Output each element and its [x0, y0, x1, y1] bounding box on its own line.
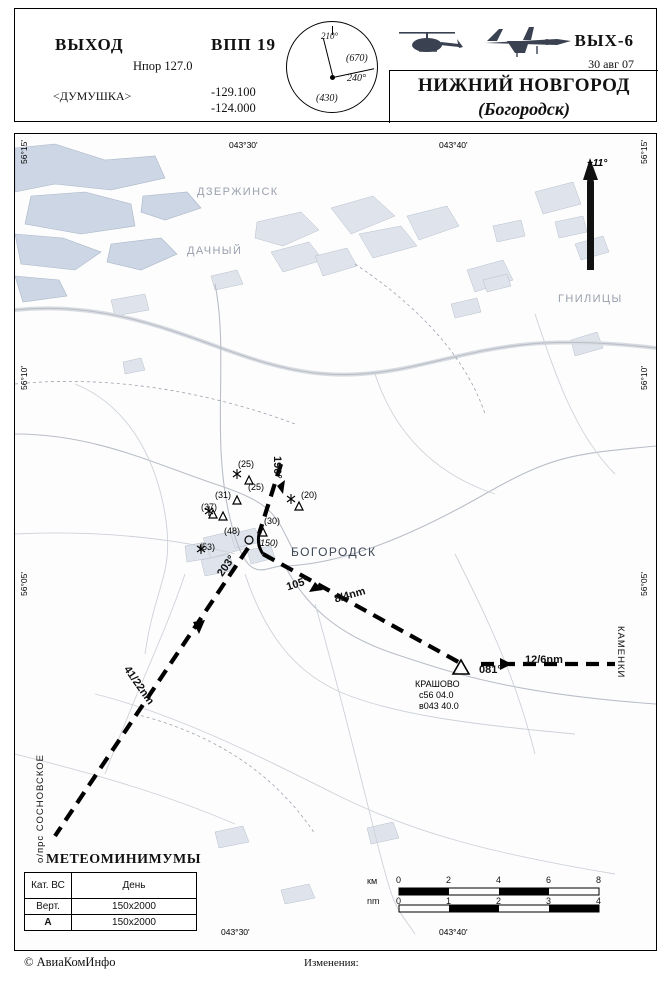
grid-label-right-3: 56°05': [639, 572, 649, 596]
obstacle-label-5: (20): [301, 490, 318, 500]
fix-name-krashovo: КРАШОВО: [415, 679, 460, 689]
minimums-day-vert: 150x2000: [72, 899, 197, 915]
minimums-header-day: День: [72, 873, 197, 899]
grid-label-top-2: 043°40': [439, 140, 468, 150]
scale-km-tick-1: 2: [446, 875, 452, 885]
circle-alt-lower: (430): [316, 93, 338, 104]
town-label-bogorodsk: БОГОРОДСК: [291, 545, 377, 559]
city-name: НИЖНИЙ НОВГОРОД: [418, 75, 630, 96]
scale-nm-tick-3: 3: [546, 896, 552, 906]
circle-bearing-right: 240°: [347, 73, 366, 84]
bearing-203: 203°: [215, 553, 238, 579]
fix-coord-lat: с56 04.0: [419, 690, 454, 700]
fix-coord-lon: в043 40.0: [419, 701, 459, 711]
grid-label-left-2: 56°10': [19, 366, 29, 390]
scale-km-tick-0: 0: [396, 875, 402, 885]
magnetic-variation-label: +11°: [587, 158, 608, 169]
changes-label: Изменения:: [304, 957, 359, 969]
obstacle-label-2: (25): [248, 482, 265, 492]
grid-label-right-1: 56°15': [639, 140, 649, 164]
waypoint-label: <ДУМУШКА>: [53, 89, 132, 103]
minimums-header-cat: [25, 873, 72, 899]
obstacle-label-4: (37): [201, 502, 218, 512]
minimums-cat-a: A: [25, 915, 72, 931]
scale-km-tick-3: 6: [546, 875, 552, 885]
minimums-title: МЕТЕОМИНИМУМЫ: [46, 852, 201, 867]
frequency-1: -129.100: [211, 85, 256, 99]
distance-41-22nm: 41/22nm: [121, 664, 157, 707]
obstacle-label-9: (53): [199, 542, 216, 552]
obstacle-label-7: (48): [224, 526, 241, 536]
map-area[interactable]: [14, 133, 657, 951]
chart-date: 30 авг 07: [588, 57, 634, 71]
obstacle-label-8: (150): [257, 538, 279, 548]
grid-label-bottom-1: 043°30': [221, 927, 250, 937]
town-label-dzerzhinsk: ДЗЕРЖИНСК: [197, 186, 279, 198]
scale-nm-tick-4: 4: [596, 896, 602, 906]
town-label-dachny: ДАЧНЫЙ: [187, 245, 243, 257]
grid-label-left-1: 56°15': [19, 140, 29, 164]
minimums-day-a: 150x2000: [72, 915, 197, 931]
scale-km-label: км: [367, 876, 378, 886]
table-row: [25, 899, 197, 915]
minimums-cat-vert: Верт.: [25, 899, 72, 915]
helicopter-icon: [385, 25, 465, 59]
exit-label: ВЫХОД: [55, 35, 124, 54]
npor-label: Нпор 127.0: [133, 59, 193, 73]
exit-code: ВЫХ-6: [574, 31, 634, 50]
scale-nm-label: nm: [367, 896, 380, 906]
grid-label-left-3: 56°05': [19, 572, 29, 596]
grid-label-right-2: 56°10': [639, 366, 649, 390]
chart-header: [14, 8, 657, 122]
bearing-190: 190°: [271, 456, 283, 479]
circle-bearing-top: 210°: [321, 31, 339, 41]
grid-label-bottom-2: 043°40': [439, 927, 468, 937]
obstacle-label-6: (30): [264, 516, 281, 526]
distance-12-6nm: 12/6nm: [525, 654, 563, 666]
scale-km-tick-2: 4: [496, 875, 502, 885]
town-label-gnilitsy: ГНИЛИЦЫ: [558, 293, 623, 305]
frequency-2: -124.000: [211, 101, 256, 115]
distance-8-4nm: 8/4nm: [333, 585, 367, 606]
scale-km-tick-4: 8: [596, 875, 602, 885]
minimums-header-cat-text: Кат. ВС: [31, 880, 65, 891]
map-graphics: [15, 134, 656, 950]
exit-point-sosnovskoe: о/прс СОСНОВСКОЕ: [35, 754, 46, 863]
minimums-table: [24, 872, 197, 931]
grid-label-top-1: 043°30': [229, 140, 258, 150]
copyright-label: © АвиаКомИнфо: [24, 955, 116, 969]
obstacle-label-1: (25): [238, 459, 255, 469]
scale-nm-tick-2: 2: [496, 896, 502, 906]
table-row: [25, 915, 197, 931]
scale-nm-tick-1: 1: [446, 896, 452, 906]
city-subname: (Богородск): [478, 99, 570, 119]
bearing-105: 105°: [285, 574, 311, 594]
bearing-081: 081°: [479, 664, 502, 676]
circle-center-dot: [330, 75, 335, 80]
airplane-icon: [477, 21, 577, 61]
scale-nm-tick-0: 0: [396, 896, 402, 906]
runway-label: ВПП 19: [211, 35, 277, 54]
obstacle-label-3: (31): [215, 490, 232, 500]
exit-point-kamenki: КАМЕНКИ: [615, 626, 626, 679]
circle-alt-upper: (670): [346, 53, 368, 64]
